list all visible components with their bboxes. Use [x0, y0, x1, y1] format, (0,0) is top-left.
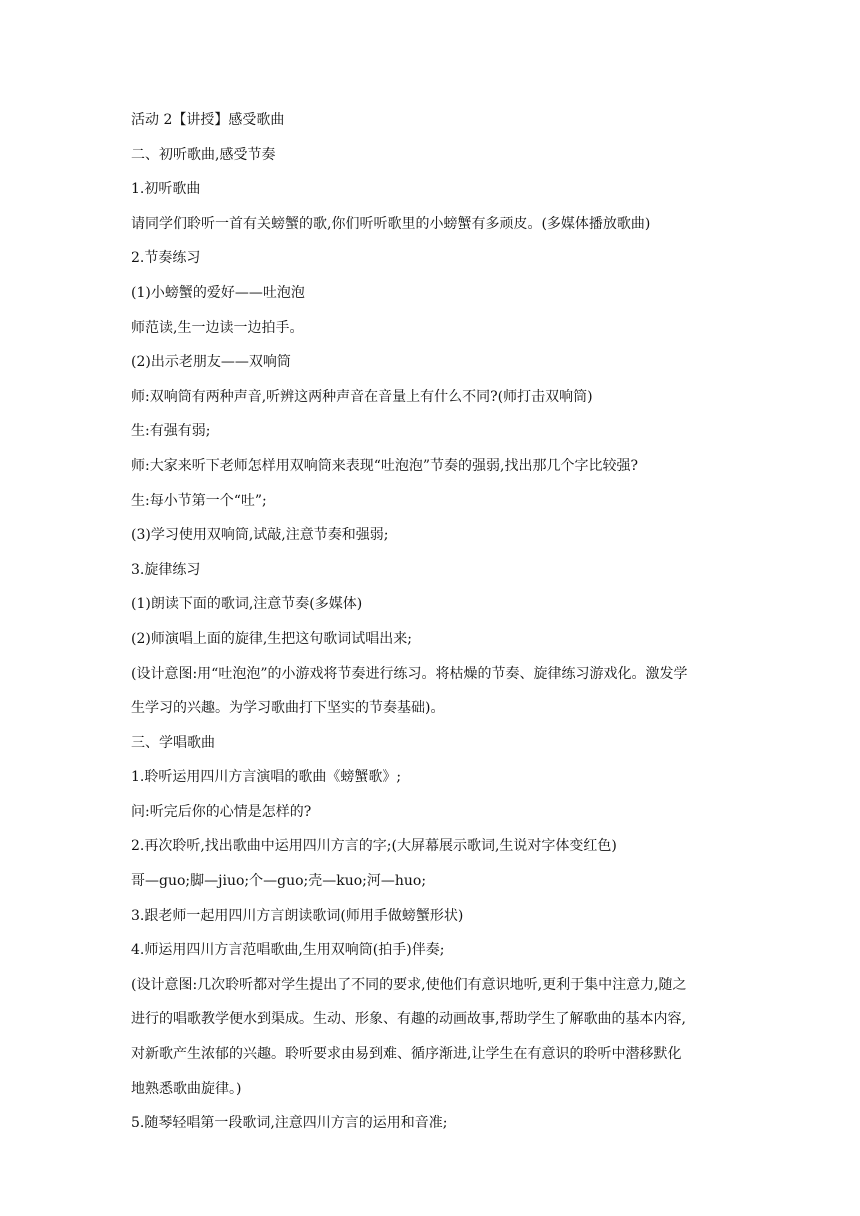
paragraph-line: (1)小螃蟹的爱好——吐泡泡 [131, 284, 305, 301]
paragraph-line: (3)学习使用双响筒,试敲,注意节奏和强弱; [131, 527, 389, 544]
section-heading-learn-song: 三、学唱歌曲 [131, 734, 215, 751]
paragraph-line: 请同学们聆听一首有关螃蟹的歌,你们听听歌里的小螃蟹有多顽皮。(多媒体播放歌曲) [131, 215, 651, 232]
paragraph-line: 生:每小节第一个“吐”; [131, 492, 267, 509]
section-heading-listen: 二、初听歌曲,感受节奏 [131, 146, 276, 163]
paragraph-line: 师:双响筒有两种声音,听辨这两种声音在音量上有什么不同?(师打击双响筒) [131, 388, 593, 405]
paragraph-line: 1.聆听运用四川方言演唱的歌曲《螃蟹歌》; [131, 769, 402, 786]
dialect-pronunciation-line: 哥—guo;脚—jiuo;个—guo;壳—kuo;河—huo; [131, 873, 427, 890]
subheading-melody-practice: 3.旋律练习 [131, 561, 201, 578]
subheading-first-listen: 1.初听歌曲 [131, 181, 201, 198]
paragraph-line: 3.跟老师一起用四川方言朗读歌词(师用手做螃蟹形状) [131, 907, 464, 924]
design-intent-line: 对新歌产生浓郁的兴趣。聆听要求由易到难、循序渐进,让学生在有意识的聆听中潜移默化 [131, 1046, 682, 1063]
paragraph-line: 师范读,生一边读一边拍手。 [131, 319, 304, 336]
paragraph-line: (2)出示老朋友——双响筒 [131, 354, 291, 371]
design-intent-line: 生学习的兴趣。为学习歌曲打下坚实的节奏基础)。 [131, 700, 445, 717]
design-intent-line: (设计意图:几次聆听都对学生提出了不同的要求,使他们有意识地听,更利于集中注意力,随之 [131, 976, 687, 993]
section-heading-activity-2: 活动 2【讲授】感受歌曲 [131, 112, 285, 128]
subheading-rhythm-practice: 2.节奏练习 [131, 250, 201, 267]
paragraph-line: 2.再次聆听,找出歌曲中运用四川方言的字;(大屏幕展示歌词,生说对字体变红色) [131, 838, 617, 855]
design-intent-line: 地熟悉歌曲旋律。) [131, 1080, 242, 1097]
design-intent-line: (设计意图:用“吐泡泡”的小游戏将节奏进行练习。将枯燥的节奏、旋律练习游戏化。激发学 [131, 665, 688, 682]
paragraph-line: 5.随琴轻唱第一段歌词,注意四川方言的运用和音准; [131, 1115, 448, 1132]
paragraph-line: (2)师演唱上面的旋律,生把这句歌词试唱出来; [131, 630, 412, 647]
document-body [131, 108, 735, 1146]
paragraph-line: 问:听完后你的心情是怎样的? [131, 803, 312, 820]
paragraph-line: 4.师运用四川方言范唱歌曲,生用双响筒(拍手)伴奏; [131, 942, 445, 959]
paragraph-line: (1)朗读下面的歌词,注意节奏(多媒体) [131, 596, 363, 613]
paragraph-line: 师:大家来听下老师怎样用双响筒来表现“吐泡泡”节奏的强弱,找出那几个字比较强? [131, 457, 638, 474]
paragraph-line: 生:有强有弱; [131, 423, 211, 440]
design-intent-line: 进行的唱歌教学便水到渠成。生动、形象、有趣的动画故事,帮助学生了解歌曲的基本内容, [131, 1011, 686, 1028]
